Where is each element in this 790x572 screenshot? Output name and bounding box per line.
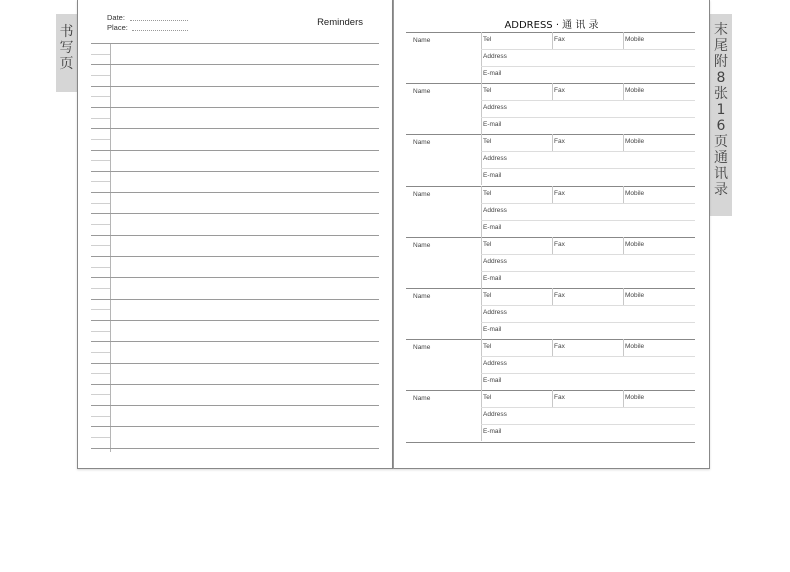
field-label: Mobile	[625, 189, 645, 197]
entry-top-line	[406, 83, 695, 84]
column-divider	[623, 32, 624, 49]
ruled-tick	[91, 352, 110, 353]
ruled-line	[91, 405, 379, 406]
column-divider	[481, 288, 482, 339]
field-label: E-mail	[483, 172, 502, 180]
field-label: Fax	[554, 189, 565, 197]
ruled-line	[91, 277, 379, 278]
margin-line	[110, 43, 111, 452]
field-label: E-mail	[483, 428, 502, 436]
field-label: Address	[483, 104, 507, 112]
field-label: E-mail	[483, 377, 502, 385]
field-label: Tel	[483, 189, 492, 197]
row-separator	[481, 424, 695, 425]
field-label: E-mail	[483, 326, 502, 333]
tab-character: 页	[714, 134, 728, 150]
tab-character: 张	[714, 86, 728, 102]
column-divider	[623, 237, 624, 254]
ruled-tick	[91, 331, 110, 332]
row-separator	[481, 356, 695, 357]
field-label: Mobile	[625, 292, 645, 299]
entry-bottom-line	[406, 442, 695, 443]
tab-character: 6	[716, 118, 726, 134]
page-title: ADDRESS · 通 讯 录	[504, 20, 599, 31]
field-label: Address	[483, 206, 507, 214]
column-divider	[552, 390, 553, 407]
place-blank	[132, 30, 188, 31]
row-separator	[481, 305, 695, 306]
field-label: Tel	[483, 87, 492, 95]
ruled-line	[91, 448, 379, 449]
ruled-tick	[91, 373, 110, 374]
field-label: Name	[413, 241, 431, 249]
ruled-line	[91, 43, 379, 44]
ruled-tick	[91, 394, 110, 395]
field-label: Mobile	[625, 343, 645, 351]
ruled-line	[91, 128, 379, 129]
ruled-line	[91, 107, 379, 108]
ruled-tick	[91, 267, 110, 268]
field-label: Name	[413, 293, 431, 300]
tab-character: 书	[59, 24, 74, 40]
field-label: Name	[413, 395, 431, 403]
field-label: Name	[413, 344, 431, 352]
field-label: Fax	[554, 394, 565, 402]
row-separator	[481, 322, 695, 323]
field-label: Tel	[483, 343, 492, 351]
ruled-line	[91, 299, 379, 300]
field-label: E-mail	[483, 121, 502, 129]
column-divider	[481, 186, 482, 237]
ruled-line	[91, 320, 379, 321]
column-divider	[481, 134, 482, 185]
ruled-tick	[91, 96, 110, 97]
tab-character: 写	[59, 40, 74, 56]
ruled-tick	[91, 416, 110, 417]
date-label: Date:	[107, 13, 125, 22]
left-side-tab	[56, 14, 77, 92]
entry-top-line	[406, 390, 695, 391]
field-label: Mobile	[625, 138, 645, 146]
tab-character: 讯	[714, 166, 728, 182]
field-label: Address	[483, 360, 507, 368]
right-side-tab	[710, 14, 732, 216]
field-label: Mobile	[625, 240, 645, 248]
ruled-tick	[91, 139, 110, 140]
tab-character: 录	[714, 182, 728, 198]
field-label: Mobile	[625, 394, 645, 402]
row-separator	[481, 100, 695, 101]
ruled-line	[91, 150, 379, 151]
ruled-tick	[91, 75, 110, 76]
column-divider	[481, 390, 482, 441]
row-separator	[481, 151, 695, 152]
entry-top-line	[406, 186, 695, 187]
ruled-tick	[91, 245, 110, 246]
tab-character: 通	[714, 150, 728, 166]
column-divider	[552, 186, 553, 203]
field-label: Name	[413, 88, 431, 96]
ruled-line	[91, 171, 379, 172]
column-divider	[623, 339, 624, 356]
column-divider	[552, 237, 553, 254]
column-divider	[481, 83, 482, 134]
entry-top-line	[406, 288, 695, 289]
row-separator	[481, 373, 695, 374]
date-blank	[130, 20, 188, 21]
ruled-tick	[91, 309, 110, 310]
ruled-line	[91, 192, 379, 193]
ruled-line	[91, 213, 379, 214]
ruled-line	[91, 64, 379, 65]
entry-top-line	[406, 237, 695, 238]
field-label: E-mail	[483, 70, 502, 77]
ruled-line	[91, 384, 379, 385]
field-label: Fax	[554, 292, 565, 299]
row-separator	[481, 203, 695, 204]
column-divider	[623, 134, 624, 151]
entry-top-line	[406, 339, 695, 340]
row-separator	[481, 168, 695, 169]
column-divider	[623, 288, 624, 305]
column-divider	[552, 32, 553, 49]
field-label: Fax	[554, 36, 565, 43]
ruled-line	[91, 363, 379, 364]
tab-character: 末	[714, 22, 728, 38]
ruled-tick	[91, 437, 110, 438]
field-label: Address	[483, 155, 507, 163]
tab-character: 附	[714, 54, 728, 70]
field-label: Tel	[483, 240, 492, 248]
entry-top-line	[406, 32, 695, 33]
column-divider	[552, 83, 553, 100]
field-label: Fax	[554, 240, 565, 248]
row-separator	[481, 254, 695, 255]
tab-character: 8	[716, 70, 726, 86]
ruled-tick	[91, 181, 110, 182]
ruled-tick	[91, 160, 110, 161]
ruled-line	[91, 86, 379, 87]
field-label: Name	[413, 37, 431, 44]
field-label: Tel	[483, 292, 492, 299]
ruled-tick	[91, 288, 110, 289]
field-label: Fax	[554, 138, 565, 146]
column-divider	[481, 32, 482, 83]
tab-character: 尾	[714, 38, 728, 54]
field-label: Address	[483, 411, 507, 419]
column-divider	[481, 339, 482, 390]
row-separator	[481, 407, 695, 408]
field-label: Address	[483, 53, 507, 60]
field-label: Tel	[483, 138, 492, 146]
place-label: Place:	[107, 23, 128, 32]
page-title: Reminders	[317, 17, 363, 28]
row-separator	[481, 220, 695, 221]
column-divider	[623, 83, 624, 100]
column-divider	[552, 339, 553, 356]
tab-character: 页	[59, 56, 74, 72]
ruled-tick	[91, 203, 110, 204]
ruled-line	[91, 235, 379, 236]
ruled-line	[91, 426, 379, 427]
ruled-line	[91, 256, 379, 257]
field-label: Fax	[554, 87, 565, 95]
row-separator	[481, 117, 695, 118]
tab-character: 1	[716, 102, 726, 118]
field-label: Tel	[483, 36, 492, 43]
field-label: E-mail	[483, 223, 502, 231]
address-page	[393, 0, 710, 469]
ruled-tick	[91, 224, 110, 225]
field-label: Name	[413, 139, 431, 147]
ruled-tick	[91, 54, 110, 55]
entry-top-line	[406, 134, 695, 135]
field-label: E-mail	[483, 274, 502, 282]
ruled-line	[91, 341, 379, 342]
column-divider	[623, 390, 624, 407]
field-label: Tel	[483, 394, 492, 402]
field-label: Address	[483, 257, 507, 265]
row-separator	[481, 49, 695, 50]
field-label: Mobile	[625, 36, 645, 43]
column-divider	[623, 186, 624, 203]
row-separator	[481, 271, 695, 272]
reminders-page	[77, 0, 393, 469]
field-label: Address	[483, 309, 507, 316]
field-label: Name	[413, 190, 431, 198]
column-divider	[552, 134, 553, 151]
column-divider	[552, 288, 553, 305]
field-label: Fax	[554, 343, 565, 351]
column-divider	[481, 237, 482, 288]
ruled-tick	[91, 118, 110, 119]
row-separator	[481, 66, 695, 67]
field-label: Mobile	[625, 87, 645, 95]
